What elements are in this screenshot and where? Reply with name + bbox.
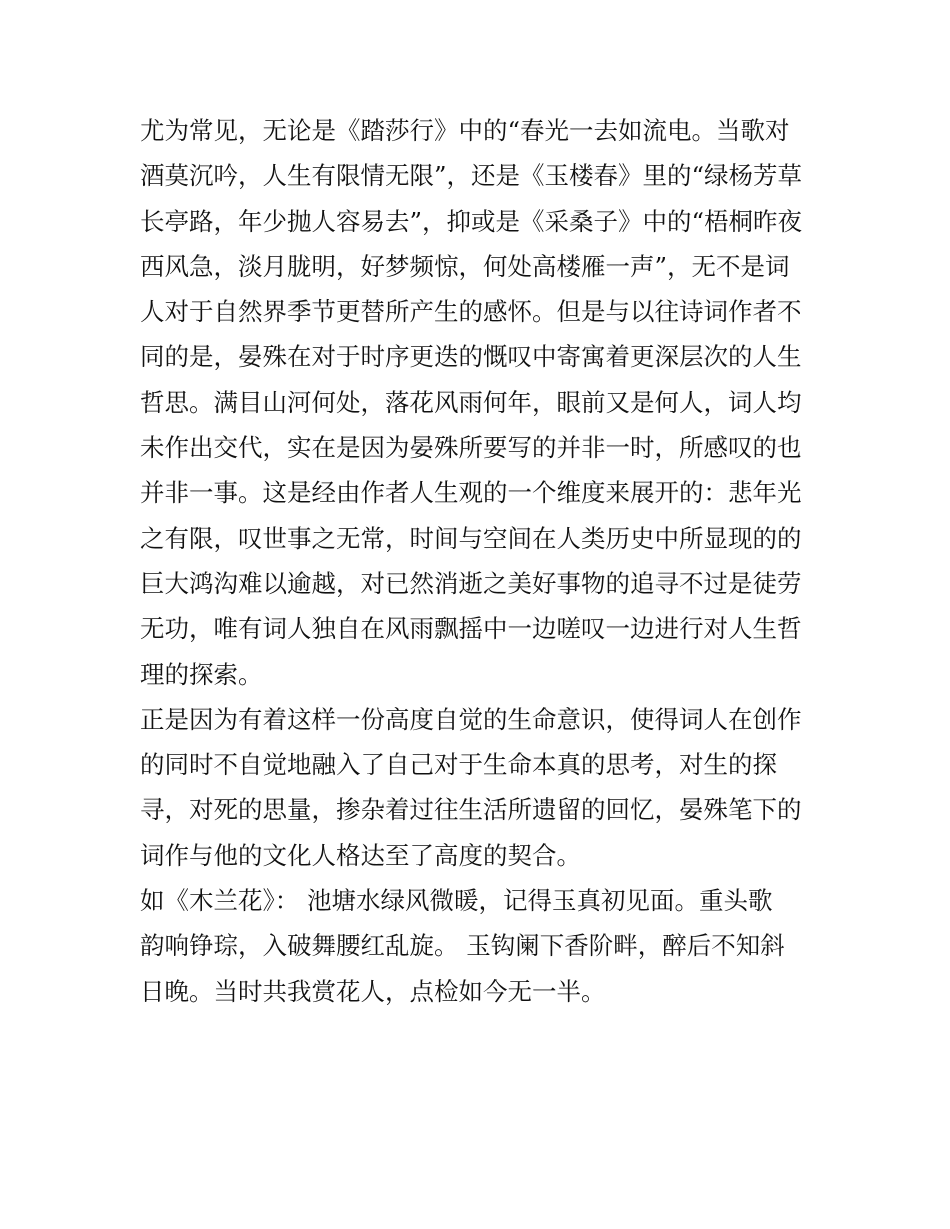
text-line: 未作出交代，实在是因为晏殊所要写的并非一时，所感叹的也 (140, 433, 802, 463)
text-line: 韵响铮琮，入破舞腰红乱旋。 玉钩阑下香阶畔，醉后不知斜 (140, 931, 785, 961)
text-line: 同的是，晏殊在对于时序更迭的慨叹中寄寓着更深层次的人生 (140, 342, 802, 372)
text-line: 长亭路，年少抛人容易去”，抑或是《采桑子》中的“梧桐昨夜 (140, 206, 803, 236)
text-line: 词作与他的文化人格达至了高度的契合。 (140, 840, 581, 870)
text-line: 的同时不自觉地融入了自己对于生命本真的思考，对生的探 (140, 750, 777, 780)
text-line: 人对于自然界季节更替所产生的感怀。但是与以往诗词作者不 (140, 297, 802, 327)
text-line: 正是因为有着这样一份高度自觉的生命意识，使得词人在创作 (140, 704, 802, 734)
text-line: 如《木兰花》： 池塘水绿风微暖，记得玉真初见面。重头歌 (140, 886, 773, 916)
text-line: 哲思。满目山河何处，落花风雨何年，眼前又是何人，词人均 (140, 387, 802, 417)
text-line: 巨大鸿沟难以逾越，对已然消逝之美好事物的追寻不过是徒劳 (140, 568, 802, 598)
text-line: 理的探索。 (140, 659, 263, 689)
text-line: 之有限，叹世事之无常，时间与空间在人类历史中所显现的的 (140, 523, 802, 553)
text-line: 尤为常见，无论是《踏莎行》中的“春光一去如流电。当歌对 (140, 116, 790, 145)
text-line: 西风急，淡月胧明，好梦频惊，何处高楼雁一声”，无不是词 (140, 251, 790, 281)
text-line: 无功，唯有词人独自在风雨飘摇中一边嗟叹一边进行对人生哲 (140, 614, 802, 644)
text-line: 并非一事。这是经由作者人生观的一个维度来展开的：悲年光 (140, 478, 802, 508)
text-line: 寻，对死的思量，掺杂着过往生活所遗留的回忆，晏殊笔下的 (140, 795, 802, 825)
body-text (140, 108, 820, 1014)
text-line: 酒莫沉吟，人生有限情无限”，还是《玉楼春》里的“绿杨芳草 (140, 161, 803, 191)
text-line: 日晚。当时共我赏花人，点检如今无一半。 (140, 976, 606, 1006)
